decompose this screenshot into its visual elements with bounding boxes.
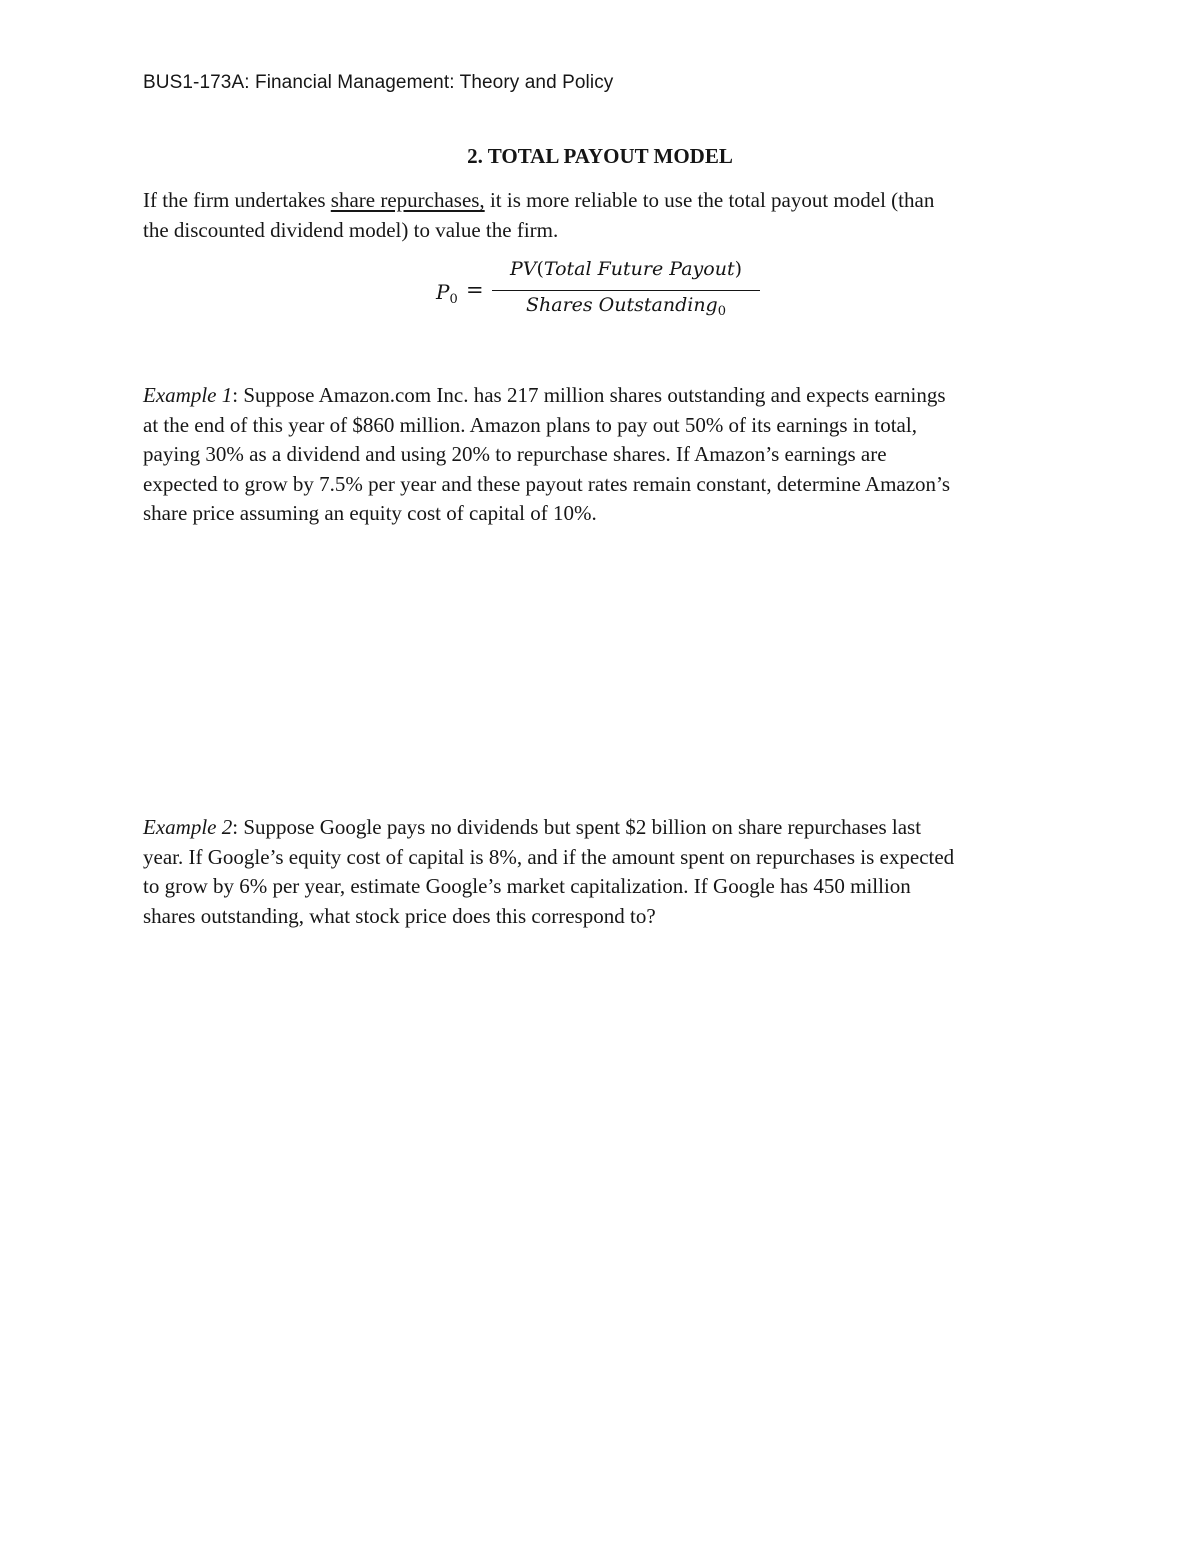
example-2-label: Example 2 xyxy=(143,815,233,839)
formula-numerator xyxy=(492,258,760,280)
example-1-label-colon: : xyxy=(232,383,239,407)
intro-line-2: the discounted dividend model) to value the firm. xyxy=(143,217,559,242)
example-1-line: at the end of this year of $860 million. Amazon plans to pay out 50% of its earnings in total, xyxy=(143,412,917,437)
example-2-line-1-text: Suppose Google pays no dividends but spent $2 billion on share repurchases last xyxy=(238,815,922,839)
example-1-line: paying 30% as a dividend and using 20% to repurchase shares. If Amazon’s earnings are xyxy=(143,442,887,466)
total-payout-formula xyxy=(436,256,776,326)
formula-fraction-bar xyxy=(492,290,760,291)
formula-pv: PV xyxy=(509,258,537,280)
formula-denominator-subscript: 0 xyxy=(717,304,727,319)
intro-text-after: it is more reliable to use the total payout model (than xyxy=(484,188,935,212)
formula-shares-outstanding: Shares Outstanding xyxy=(525,294,718,316)
course-header: BUS1-173A: Financial Management: Theory and Policy xyxy=(143,72,614,93)
intro-paragraph xyxy=(143,186,1073,245)
example-2-line: shares outstanding, what stock price does this correspond to? xyxy=(143,903,656,928)
formula-open-paren: ( xyxy=(536,258,544,280)
example-1-line-1-text: Suppose Amazon.com Inc. has 217 million shares outstanding and expects earnings xyxy=(238,383,946,407)
example-1-line: expected to grow by 7.5% per year and these payout rates remain constant, determine Amazon’s xyxy=(143,471,951,496)
share-repurchases-term: share repurchases, xyxy=(330,188,485,212)
formula-total-future-payout: Total Future Payout xyxy=(543,258,735,280)
example-1-label: Example 1 xyxy=(143,383,233,407)
example-1-line: share price assuming an equity cost of capital of 10%. xyxy=(143,501,597,525)
section-title: 2. TOTAL PAYOUT MODEL xyxy=(467,144,733,168)
formula-price-symbol: P xyxy=(436,280,450,304)
formula-price-subscript: 0 xyxy=(449,292,458,307)
formula-equals: = xyxy=(466,278,484,302)
example-1-line xyxy=(143,381,1073,411)
formula-denominator xyxy=(492,294,760,319)
example-2-line xyxy=(143,813,1073,843)
example-2-paragraph xyxy=(143,813,1073,931)
formula-close-paren: ) xyxy=(734,258,743,280)
formula-lhs xyxy=(436,280,458,307)
example-1-paragraph xyxy=(143,381,1073,529)
example-2-label-colon: : xyxy=(232,815,239,839)
intro-line-1 xyxy=(143,186,1073,216)
example-2-line: year. If Google’s equity cost of capital is 8%, and if the amount spent on repurchases is expected xyxy=(143,844,955,869)
intro-text-before: If the firm undertakes xyxy=(143,188,331,212)
example-2-line: to grow by 6% per year, estimate Google’s market capitalization. If Google has 450 million xyxy=(143,874,911,898)
